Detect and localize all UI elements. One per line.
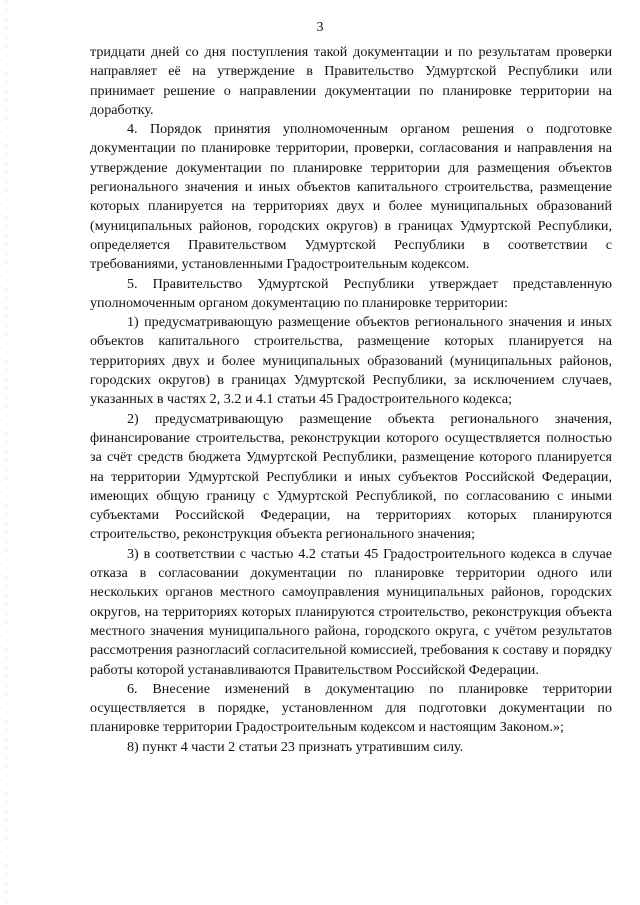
document-body xyxy=(90,43,612,757)
paragraph-subitem-3: 3) в соответствии с частью 4.2 статьи 45 Градостроительного кодекса в случае отказа в согласовании документации по планировке территории одного или нескольких органов местного самоуправления муниципальных районов, городских округов, на территориях которых планируются строительство, реконструкция объекта местного значения муниципального района, городского округа, с учётом результатов рассмотрения разногласий согласительной комиссией, требования к составу и порядку работы которой устанавливаются Правительством Российской Федерации. xyxy=(90,545,612,678)
page-number: 3 xyxy=(316,20,324,35)
paragraph-item-8: 8) пункт 4 части 2 статьи 23 признать утратившим силу. xyxy=(127,738,464,755)
paragraph-item-5: 5. Правительство Удмуртской Республики утверждает представленную уполномоченным органом документацию по планировке территории: xyxy=(90,275,612,311)
paragraph-continuation: тридцати дней со дня поступления такой документации и по результатам проверки направляет её на утверждение в Правительство Удмуртской Республики или принимает решение о направлении документации по планировке территории на доработку. xyxy=(90,44,612,118)
scan-edge-artifact xyxy=(6,0,7,905)
paragraph-subitem-2: 2) предусматривающую размещение объекта регионального значения, финансирование строительства, реконструкции которого осуществляется полностью за счёт средств бюджета Удмуртской Республики, размещение которого планируется на территории Удмуртской Республики и иных субъектов Российской Федерации, имеющих общую границу с Удмуртской Республикой, по согласованию с иными субъектами Российской Федерации, на территориях которых планируются строительство, реконструкция объекта регионального значения; xyxy=(90,410,612,543)
paragraph-item-6: 6. Внесение изменений в документацию по планировке территории осуществляется в порядке, установленном для подготовки документации по планировке территории Градостроительным кодексом и настоящим Законом.»; xyxy=(90,680,612,736)
paragraph-item-4: 4. Порядок принятия уполномоченным органом решения о подготовке документации по планировке территории, проверки, согласования и направления на утверждение документации по планировке территории для размещения объектов регионального значения и иных объектов капитального строительства, размещение которых планируется на территориях двух и более муниципальных образований (муниципальных районов, городских округов) в границах Удмуртской Республики, определяется Правительством Удмуртской Республики в соответствии с требованиями, установленными Градостроительным кодексом. xyxy=(90,121,612,273)
paragraph-subitem-1: 1) предусматривающую размещение объектов регионального значения и иных объектов капитального строительства, размещение которых планируется на территориях двух и более муниципальных образований (муниципальных районов, городских округов) в границах Удмуртской Республики, за исключением случаев, указанных в частях 2, 3.2 и 4.1 статьи 45 Градостроительного кодекса; xyxy=(90,314,612,408)
